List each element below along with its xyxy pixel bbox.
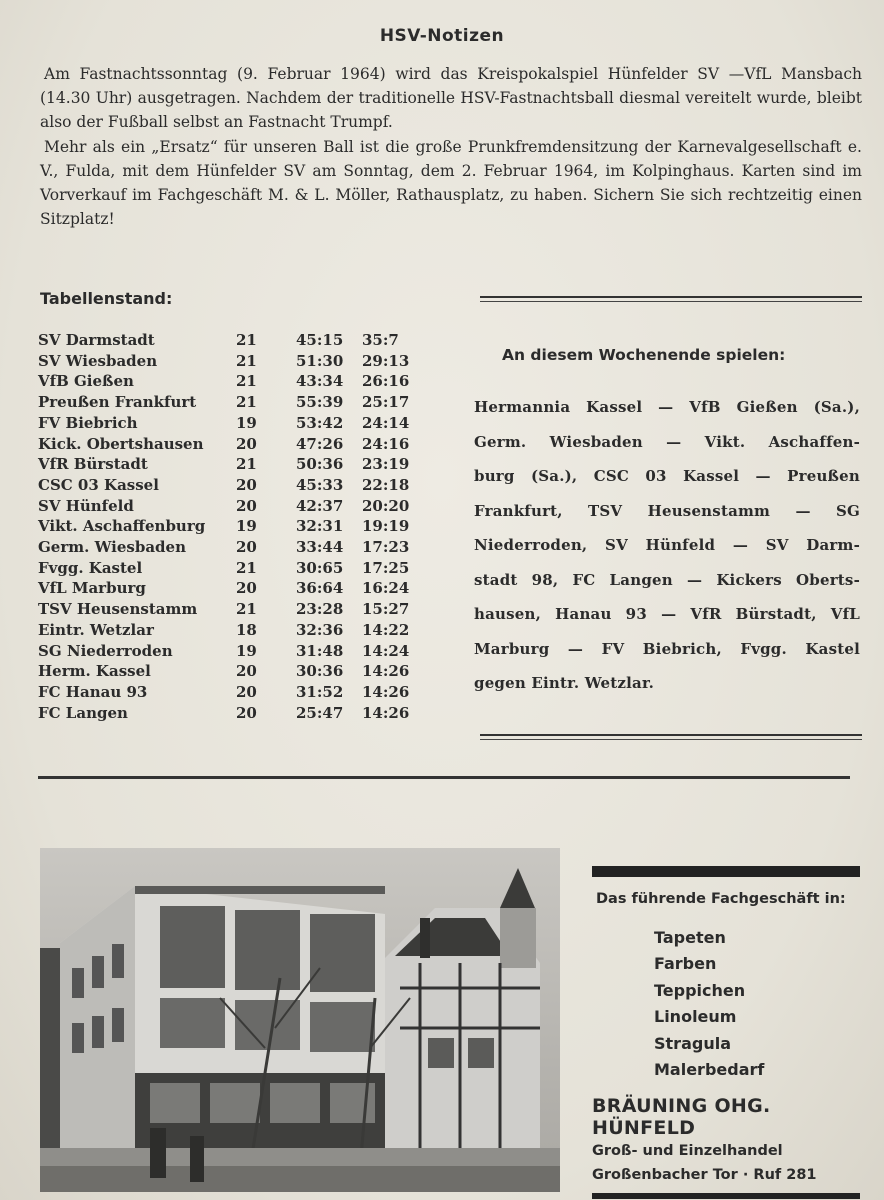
- standings-row: [38, 703, 422, 724]
- standings-row: [38, 516, 422, 537]
- goal-difference: 47:26: [296, 434, 344, 453]
- standings-row: [38, 661, 422, 682]
- ad-product-item: Linoleum: [654, 1007, 737, 1027]
- ad-product-list: [654, 925, 860, 1083]
- goal-difference: 43:34: [296, 372, 344, 391]
- games-played: 20: [236, 703, 257, 722]
- team-name: CSC 03 Kassel: [38, 475, 159, 494]
- standings-row: [38, 578, 422, 599]
- team-name: Germ. Wiesbaden: [38, 538, 186, 557]
- standings-row: [38, 413, 422, 434]
- double-rule-top: [480, 296, 862, 302]
- team-name: TSV Heusenstamm: [38, 600, 198, 619]
- standings-row: [38, 537, 422, 558]
- games-played: 20: [236, 579, 257, 598]
- games-played: 21: [236, 558, 257, 577]
- team-name: SV Darmstadt: [38, 331, 155, 349]
- points: 16:24: [362, 579, 410, 598]
- fixture-line: stadt 98, FC Langen — Kickers Oberts-: [474, 570, 860, 589]
- games-played: 21: [236, 351, 257, 370]
- standings-heading: Tabellenstand:: [40, 289, 173, 308]
- points: 25:17: [362, 393, 410, 412]
- standings-row: [38, 351, 422, 372]
- standings-row: [38, 330, 422, 351]
- games-played: 19: [236, 413, 257, 432]
- ad-bottom-bar: [592, 1193, 860, 1199]
- fixture-line: burg (Sa.), CSC 03 Kassel — Preußen: [474, 467, 860, 485]
- standings-row: [38, 434, 422, 455]
- goal-difference: 45:15: [296, 331, 344, 349]
- goal-difference: 30:65: [296, 558, 344, 577]
- ad-product-item: Tapeten: [654, 928, 726, 947]
- team-name: VfB Gießen: [38, 372, 134, 391]
- fixture-line: hausen, Hanau 93 — VfR Bürstadt, VfL: [474, 605, 860, 623]
- team-name: Herm. Kassel: [38, 662, 151, 681]
- points: 14:26: [362, 662, 410, 681]
- standings-row: [38, 475, 422, 496]
- fixture-line: Niederroden, SV Hünfeld — SV Darm-: [474, 536, 860, 554]
- ad-lead-text: Das führende Fachgeschäft in:: [596, 891, 846, 907]
- standings-row: [38, 599, 422, 620]
- standings-row: [38, 682, 422, 703]
- points: 14:26: [362, 682, 410, 701]
- games-played: 19: [236, 641, 257, 660]
- points: 29:13: [362, 351, 410, 370]
- points: 24:16: [362, 434, 410, 453]
- standings-row: [38, 454, 422, 475]
- fixture-line: Hermannia Kassel — VfB Gießen (Sa.),: [474, 398, 860, 416]
- points: 35:7: [362, 331, 399, 349]
- points: 14:22: [362, 620, 410, 639]
- goal-difference: 45:33: [296, 475, 344, 494]
- fixture-line: Marburg — FV Biebrich, Fvgg. Kastel: [474, 639, 860, 658]
- points: 26:16: [362, 372, 410, 391]
- standings-table: [38, 330, 422, 723]
- points: 19:19: [362, 517, 410, 536]
- team-name: SV Hünfeld: [38, 496, 134, 515]
- games-played: 20: [236, 496, 257, 515]
- team-name: Fvgg. Kastel: [38, 558, 143, 577]
- team-name: Kick. Obertshausen: [38, 434, 204, 453]
- section-divider: [38, 776, 850, 779]
- fixture-line: gegen Eintr. Wetzlar.: [474, 674, 655, 692]
- team-name: FV Biebrich: [38, 413, 138, 432]
- intro-paragraph-1: Am Fastnachtssonntag (9. Februar 1964) wird das Kreispokalspiel Hünfelder SV —VfL Mansbach (14.30 Uhr) ausgetragen. Nachdem der traditionelle HSV-Fastnachtsball diesmal vereitelt wurde, bleibt also der Fußball selbst an Fastnacht Trumpf.: [40, 65, 862, 132]
- intro-paragraph-2: Mehr als ein „Ersatz“ für unseren Ball ist die große Prunkfremdensitzung der Karnevalgesellschaft e. V., Fulda, mit dem Hünfelder SV am Sonntag, dem 2. Februar 1964, im Kolpinghaus. Karten sind im Vorverkauf im Fachgeschäft M. & L. Möller, Rathausplatz, zu haben. Sichern Sie sich rechtzeitig einen Sitzplatz!: [40, 137, 862, 229]
- goal-difference: 32:36: [296, 620, 344, 639]
- games-played: 21: [236, 331, 257, 349]
- goal-difference: 31:52: [296, 682, 344, 701]
- games-played: 20: [236, 662, 257, 681]
- ad-address-line: Großenbacher Tor · Ruf 281: [592, 1167, 817, 1184]
- points: 20:20: [362, 496, 410, 515]
- games-played: 21: [236, 372, 257, 391]
- team-name: Eintr. Wetzlar: [38, 620, 154, 639]
- games-played: 18: [236, 620, 257, 639]
- goal-difference: 31:48: [296, 641, 344, 660]
- ad-trade-line: Groß- und Einzelhandel: [592, 1143, 783, 1160]
- standings-row: [38, 392, 422, 413]
- ad-company-name: BRÄUNING OHG. HÜNFELD: [592, 1095, 771, 1140]
- points: 17:25: [362, 558, 410, 577]
- double-rule-bottom: [480, 734, 862, 740]
- goal-difference: 42:37: [296, 496, 344, 515]
- goal-difference: 53:42: [296, 413, 344, 432]
- page-title: HSV-Notizen: [379, 26, 505, 46]
- goal-difference: 55:39: [296, 393, 344, 412]
- ad-product-item: Farben: [654, 954, 717, 974]
- goal-difference: 32:31: [296, 517, 344, 536]
- team-name: Preußen Frankfurt: [38, 393, 197, 412]
- team-name: FC Langen: [38, 703, 128, 722]
- goal-difference: 30:36: [296, 662, 344, 681]
- fixture-line: Frankfurt, TSV Heusenstamm — SG: [474, 501, 860, 520]
- ad-top-bar: [592, 866, 860, 877]
- games-played: 20: [236, 538, 257, 557]
- games-played: 20: [236, 682, 257, 701]
- goal-difference: 36:64: [296, 579, 344, 598]
- team-name: VfR Bürstadt: [38, 455, 148, 474]
- team-name: SG Niederroden: [38, 641, 173, 660]
- team-name: FC Hanau 93: [38, 682, 148, 701]
- points: 22:18: [362, 475, 410, 494]
- games-played: 21: [236, 393, 257, 412]
- weekend-heading: An diesem Wochenende spielen:: [502, 346, 786, 364]
- team-name: VfL Marburg: [38, 579, 146, 598]
- points: 23:19: [362, 455, 410, 474]
- points: 14:24: [362, 641, 410, 660]
- games-played: 21: [236, 600, 257, 619]
- goal-difference: 23:28: [296, 600, 344, 619]
- intro-text: [40, 62, 862, 231]
- store-advertisement: [592, 866, 860, 1187]
- weekend-fixtures: [474, 390, 860, 701]
- fixture-line: Germ. Wiesbaden — Vikt. Aschaffen-: [474, 432, 860, 451]
- ad-product-item: Malerbedarf: [654, 1060, 765, 1080]
- team-name: Vikt. Aschaffenburg: [38, 517, 206, 536]
- goal-difference: 25:47: [296, 703, 344, 722]
- goal-difference: 33:44: [296, 538, 344, 557]
- games-played: 19: [236, 517, 257, 536]
- points: 17:23: [362, 538, 410, 557]
- standings-row: [38, 620, 422, 641]
- standings-row: [38, 558, 422, 579]
- ad-product-item: Stragula: [654, 1033, 731, 1053]
- games-played: 20: [236, 434, 257, 453]
- points: 24:14: [362, 413, 410, 432]
- points: 14:26: [362, 703, 410, 722]
- store-building-photo: [40, 848, 560, 1192]
- goal-difference: 51:30: [296, 351, 344, 370]
- standings-row: [38, 641, 422, 662]
- goal-difference: 50:36: [296, 455, 344, 474]
- points: 15:27: [362, 600, 410, 619]
- games-played: 20: [236, 475, 257, 494]
- standings-row: [38, 496, 422, 517]
- games-played: 21: [236, 455, 257, 474]
- standings-row: [38, 371, 422, 392]
- ad-product-item: Teppichen: [654, 980, 746, 1000]
- team-name: SV Wiesbaden: [38, 351, 158, 370]
